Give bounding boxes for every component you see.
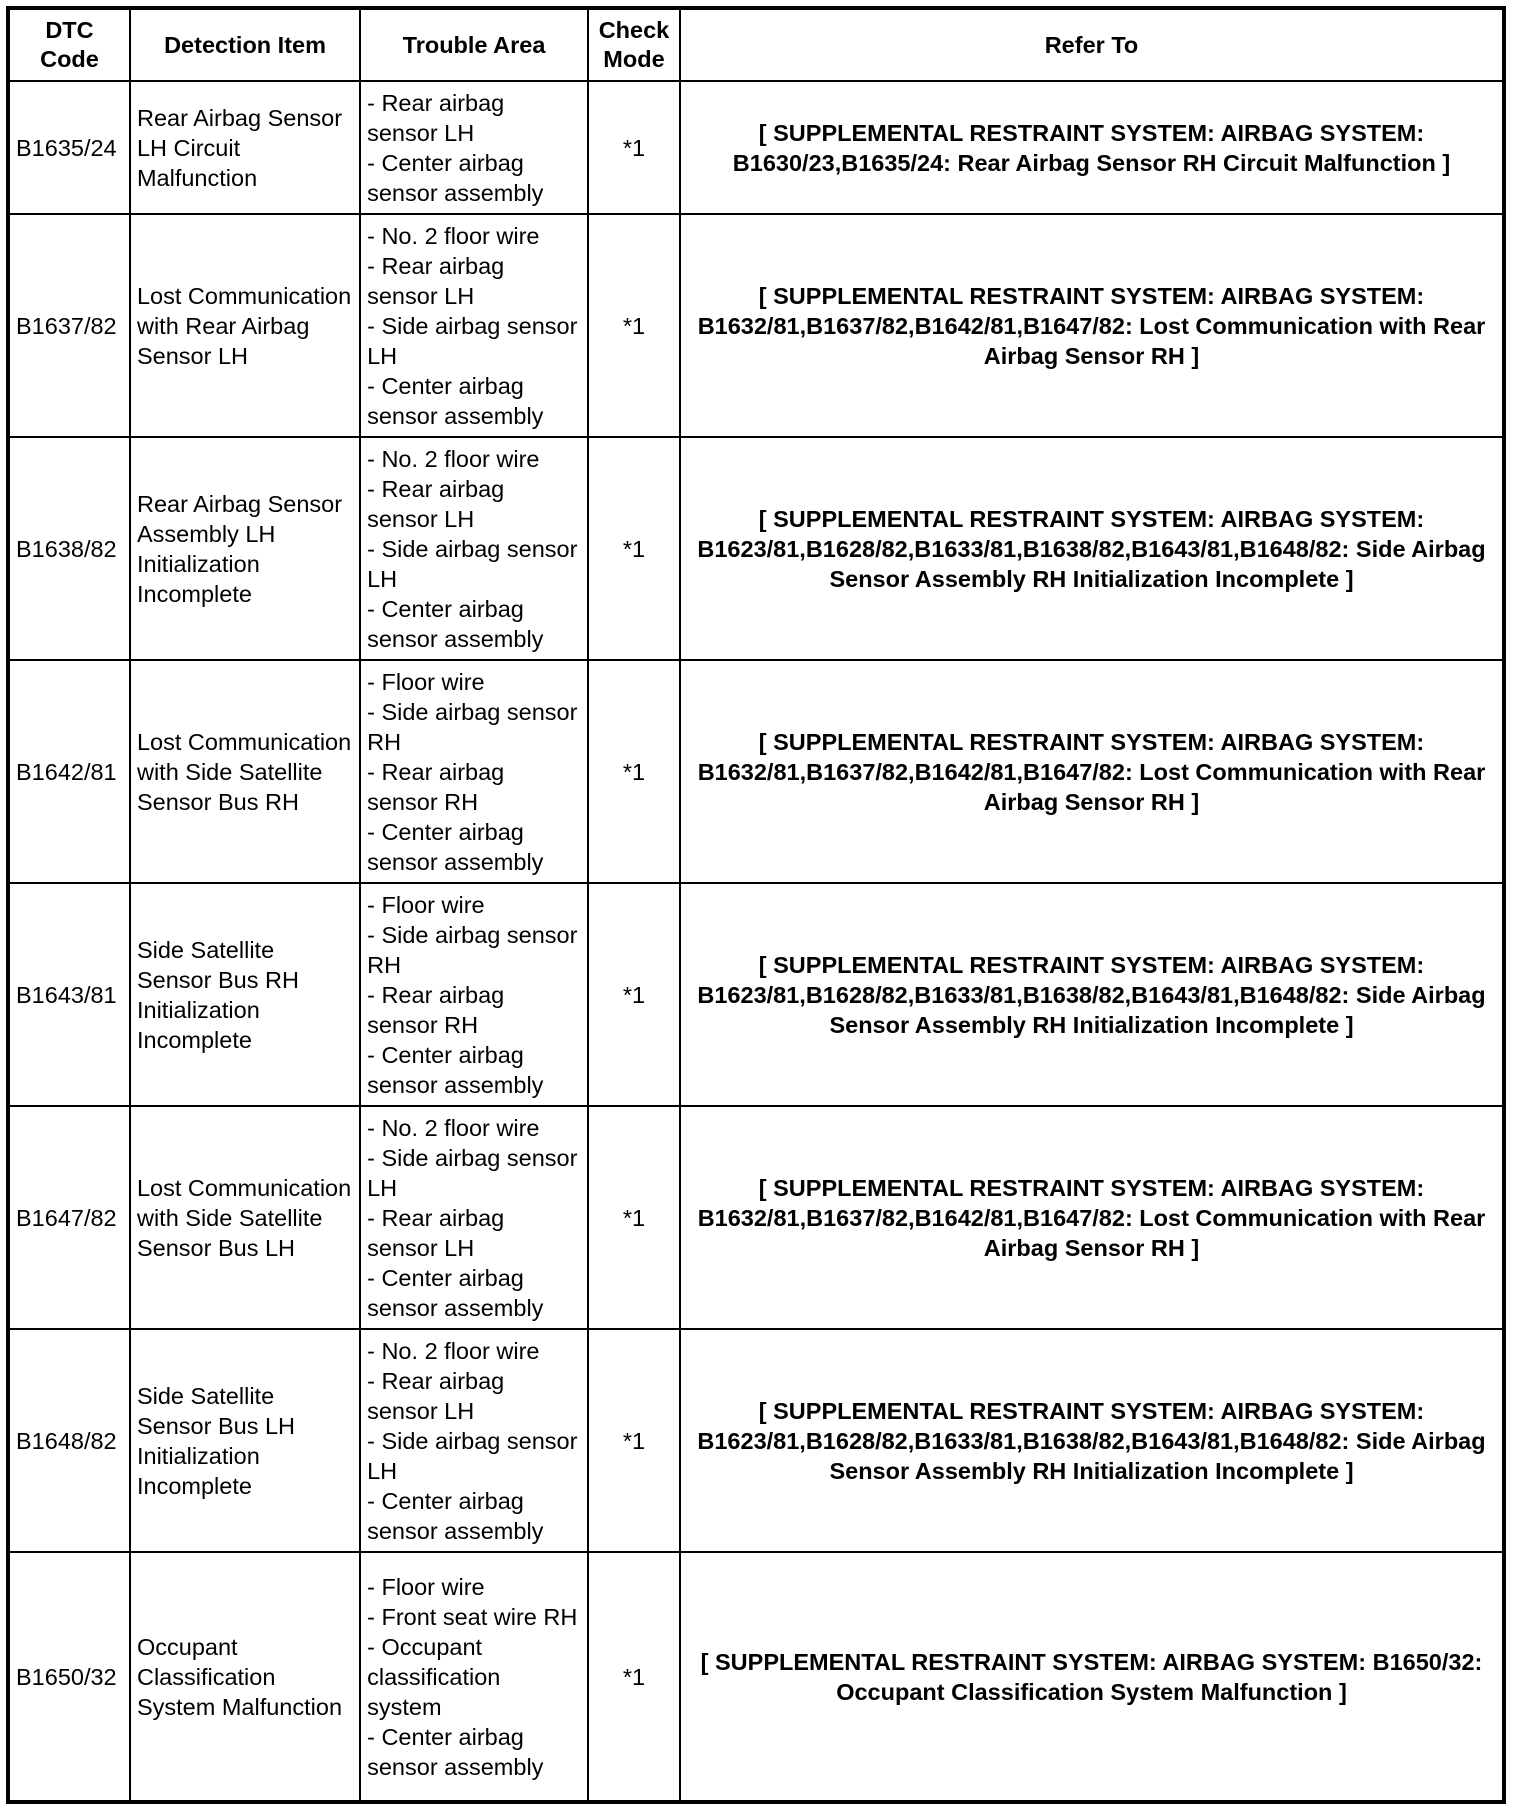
trouble-area-item: - Rear airbag sensor LH (367, 475, 505, 532)
refer-to-link[interactable]: [ SUPPLEMENTAL RESTRAINT SYSTEM: AIRBAG SYSTEM: B1623/81,B1628/82,B1633/81,B1638/82,B1643/81,B1648/82: Side Airbag Sensor Assembly RH Initialization Incomplete ] (697, 505, 1486, 592)
table-row (8, 660, 1504, 883)
trouble-area-cell (360, 214, 588, 437)
refer-to-link[interactable]: [ SUPPLEMENTAL RESTRAINT SYSTEM: AIRBAG SYSTEM: B1630/23,B1635/24: Rear Airbag Sensor RH Circuit Malfunction ] (732, 119, 1451, 176)
table-header-row (8, 8, 1504, 81)
check-mode-cell: *1 (588, 81, 680, 214)
trouble-area-item: - Center airbag sensor assembly (367, 149, 544, 206)
trouble-area-item: - Center airbag sensor assembly (367, 595, 544, 652)
header-check-mode-line1: Check (598, 17, 670, 43)
dtc-code-cell: B1643/81 (8, 883, 130, 1106)
trouble-area-item: - No. 2 floor wire (367, 222, 540, 249)
trouble-area-cell (360, 437, 588, 660)
detection-item-cell: Lost Communication with Rear Airbag Sensor LH (130, 214, 360, 437)
check-mode-cell: *1 (588, 660, 680, 883)
header-check-mode-line2: Mode (603, 46, 665, 72)
table-row (8, 1552, 1504, 1802)
trouble-area-cell (360, 1552, 588, 1802)
check-mode-cell: *1 (588, 883, 680, 1106)
dtc-code-cell: B1642/81 (8, 660, 130, 883)
dtc-code-cell: B1648/82 (8, 1329, 130, 1552)
trouble-area-item: - Center airbag sensor assembly (367, 818, 544, 875)
trouble-area-item: - Side airbag sensor LH (367, 312, 578, 369)
check-mode-cell: *1 (588, 1329, 680, 1552)
detection-item-cell: Lost Communication with Side Satellite Sensor Bus RH (130, 660, 360, 883)
trouble-area-item: - Center airbag sensor assembly (367, 1487, 544, 1544)
trouble-area-cell (360, 1329, 588, 1552)
table-row (8, 1329, 1504, 1552)
table-row (8, 437, 1504, 660)
check-mode-cell: *1 (588, 1552, 680, 1802)
check-mode-cell: *1 (588, 437, 680, 660)
trouble-area-item: - Rear airbag sensor LH (367, 1367, 505, 1424)
refer-to-cell (680, 214, 1504, 437)
trouble-area-item: - Center airbag sensor assembly (367, 372, 544, 429)
refer-to-cell (680, 1552, 1504, 1802)
detection-item-cell: Side Satellite Sensor Bus LH Initialization Incomplete (130, 1329, 360, 1552)
header-check-mode (588, 8, 680, 81)
dtc-table (6, 6, 1506, 1804)
trouble-area-item: - Floor wire (367, 891, 485, 918)
refer-to-link[interactable]: [ SUPPLEMENTAL RESTRAINT SYSTEM: AIRBAG SYSTEM: B1623/81,B1628/82,B1633/81,B1638/82,B1643/81,B1648/82: Side Airbag Sensor Assembly RH Initialization Incomplete ] (697, 1397, 1486, 1484)
trouble-area-item: - Side airbag sensor LH (367, 1427, 578, 1484)
trouble-area-item: - Center airbag sensor assembly (367, 1264, 544, 1321)
refer-to-cell (680, 81, 1504, 214)
trouble-area-item: - Side airbag sensor RH (367, 698, 578, 755)
refer-to-link[interactable]: [ SUPPLEMENTAL RESTRAINT SYSTEM: AIRBAG SYSTEM: B1650/32: Occupant Classification System Malfunction ] (700, 1648, 1483, 1705)
trouble-area-item: - Front seat wire RH (367, 1603, 578, 1630)
check-mode-cell: *1 (588, 1106, 680, 1329)
detection-item-cell: Occupant Classification System Malfunction (130, 1552, 360, 1802)
table-body (8, 81, 1504, 1802)
dtc-code-cell: B1650/32 (8, 1552, 130, 1802)
trouble-area-item: - No. 2 floor wire (367, 1337, 540, 1364)
header-dtc-code-line1: DTC (45, 17, 94, 43)
trouble-area-item: - Rear airbag sensor LH (367, 89, 505, 146)
refer-to-link[interactable]: [ SUPPLEMENTAL RESTRAINT SYSTEM: AIRBAG SYSTEM: B1632/81,B1637/82,B1642/81,B1647/82: Lost Communication with Rear Airbag Sensor RH ] (697, 728, 1486, 815)
check-mode-cell: *1 (588, 214, 680, 437)
header-detection-item: Detection Item (130, 8, 360, 81)
refer-to-cell (680, 660, 1504, 883)
trouble-area-item: - Side airbag sensor LH (367, 535, 578, 592)
detection-item-cell: Rear Airbag Sensor LH Circuit Malfunction (130, 81, 360, 214)
header-trouble-area: Trouble Area (360, 8, 588, 81)
trouble-area-item: - Floor wire (367, 1573, 485, 1600)
trouble-area-item: - Rear airbag sensor LH (367, 252, 505, 309)
trouble-area-item: - Rear airbag sensor RH (367, 758, 505, 815)
header-dtc-code (8, 8, 130, 81)
trouble-area-cell (360, 660, 588, 883)
refer-to-link[interactable]: [ SUPPLEMENTAL RESTRAINT SYSTEM: AIRBAG SYSTEM: B1623/81,B1628/82,B1633/81,B1638/82,B1643/81,B1648/82: Side Airbag Sensor Assembly RH Initialization Incomplete ] (697, 951, 1486, 1038)
table-row (8, 1106, 1504, 1329)
detection-item-cell: Side Satellite Sensor Bus RH Initialization Incomplete (130, 883, 360, 1106)
refer-to-cell (680, 437, 1504, 660)
dtc-code-cell: B1638/82 (8, 437, 130, 660)
trouble-area-item: - Center airbag sensor assembly (367, 1723, 544, 1780)
trouble-area-item: - Rear airbag sensor LH (367, 1204, 505, 1261)
header-dtc-code-line2: Code (40, 46, 99, 72)
dtc-code-cell: B1637/82 (8, 214, 130, 437)
refer-to-cell (680, 1329, 1504, 1552)
table-row (8, 214, 1504, 437)
trouble-area-item: - Floor wire (367, 668, 485, 695)
table-row (8, 81, 1504, 214)
trouble-area-item: - Side airbag sensor RH (367, 921, 578, 978)
header-refer-to: Refer To (680, 8, 1504, 81)
detection-item-cell: Rear Airbag Sensor Assembly LH Initialization Incomplete (130, 437, 360, 660)
trouble-area-item: - Occupant classification system (367, 1633, 501, 1720)
refer-to-cell (680, 883, 1504, 1106)
trouble-area-cell (360, 883, 588, 1106)
dtc-code-cell: B1635/24 (8, 81, 130, 214)
refer-to-link[interactable]: [ SUPPLEMENTAL RESTRAINT SYSTEM: AIRBAG SYSTEM: B1632/81,B1637/82,B1642/81,B1647/82: Lost Communication with Rear Airbag Sensor RH ] (697, 1174, 1486, 1261)
trouble-area-cell (360, 1106, 588, 1329)
trouble-area-item: - Center airbag sensor assembly (367, 1041, 544, 1098)
refer-to-cell (680, 1106, 1504, 1329)
detection-item-cell: Lost Communication with Side Satellite Sensor Bus LH (130, 1106, 360, 1329)
dtc-code-cell: B1647/82 (8, 1106, 130, 1329)
trouble-area-cell (360, 81, 588, 214)
trouble-area-item: - No. 2 floor wire (367, 1114, 540, 1141)
trouble-area-item: - Side airbag sensor LH (367, 1144, 578, 1201)
refer-to-link[interactable]: [ SUPPLEMENTAL RESTRAINT SYSTEM: AIRBAG SYSTEM: B1632/81,B1637/82,B1642/81,B1647/82: Lost Communication with Rear Airbag Sensor RH ] (697, 282, 1486, 369)
table-row (8, 883, 1504, 1106)
trouble-area-item: - No. 2 floor wire (367, 445, 540, 472)
trouble-area-item: - Rear airbag sensor RH (367, 981, 505, 1038)
